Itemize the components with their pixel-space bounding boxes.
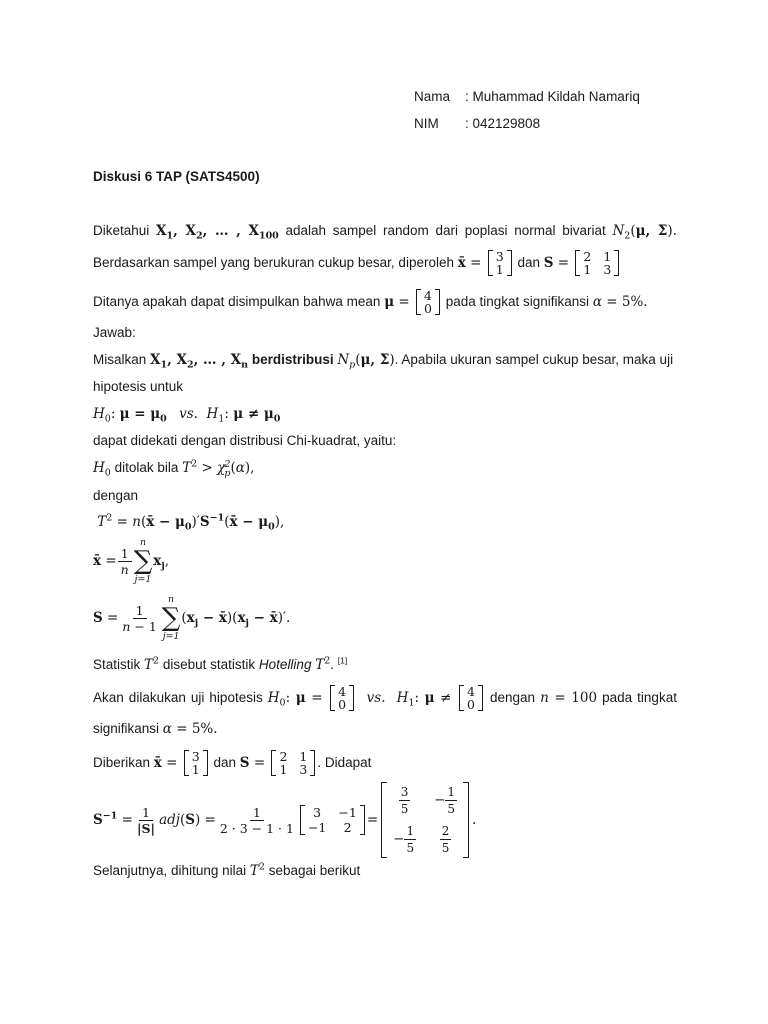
- text-didapat: . Didapat: [317, 755, 372, 770]
- text-ditolak-bila: ditolak bila: [114, 460, 179, 475]
- text-chi-square: dapat didekati dengan distribusi Chi-kuadrat, yaitu:: [93, 433, 397, 448]
- alpha-value-2: 5%: [191, 721, 214, 737]
- paragraph-given-values: Diberikan x̄ = 3 1 dan S = 2 1 1 3 . Didapat: [93, 749, 372, 778]
- text-pada-tingkat: pada tingkat: [602, 690, 677, 705]
- text-diberikan: Diberikan: [93, 755, 151, 770]
- math-sample-list: $X_1$, $X_2$, … , $X_{100}$: [156, 223, 279, 242]
- math-inverse: $S^{-1}$ = $\frac{1}{|S|}$ adj(S) = $\frac{1}{2 \cdot 3 - 1 \cdot 1}$ 3 −1 −1 2 = 3 5 − $\frac{1}{5}$ − $\frac{1}{5}$ 2 5 .: [93, 782, 476, 858]
- paragraph-given: [93, 222, 677, 240]
- math-s-formula: S = $\frac{1}{n - 1}$ n ∑ j=1 ($x_j$ − $x̄)(x_j$ − x̄)′.: [93, 594, 291, 642]
- math-reject-rule: $H_0$ ditolak bila $T^2 > \chi^2_p(\alpha)$,: [93, 458, 255, 479]
- answer-label: Jawab:: [93, 325, 136, 340]
- matrix-mu0: 4 0: [416, 289, 440, 315]
- text-hipotesis-untuk: hipotesis untuk: [93, 379, 184, 394]
- nim-label: NIM: [414, 116, 439, 131]
- text-selanjutnya: Selanjutnya, dihitung nilai: [93, 863, 247, 878]
- math-t2-formula: $T^2$ = n(x̄ − $\mu_0)'S^{-1}(x̄ - \mu_0)$,: [93, 512, 285, 533]
- paragraph-alpha: signifikansi α = 5%.: [93, 721, 218, 737]
- matrix-adj: 3 −1 −1 2: [300, 805, 365, 835]
- text-signifikansi: pada tingkat signifikansi: [445, 294, 590, 309]
- text-dengan-n: dengan: [490, 690, 536, 705]
- text-berdistribusi: berdistribusi: [251, 352, 334, 367]
- text-apabila: . Apabila ukuran sampel cukup besar, maka uji: [394, 352, 674, 367]
- name-label: Nama: [414, 89, 451, 104]
- text-sebagai-berikut: sebagai berikut: [268, 863, 361, 878]
- text-hotelling: Hotelling: [258, 657, 312, 672]
- text-berdasarkan: Berdasarkan sampel yang berukuran cukup besar, diperoleh: [93, 255, 454, 270]
- text-dengan: dengan: [93, 488, 139, 503]
- paragraph-hotelling: Statistik $T^2$ disebut statistik Hotelling $T^2$. [1]: [93, 655, 348, 673]
- name-value: : Muhammad Kildah Namariq: [465, 89, 640, 104]
- doc-title: Diskusi 6 TAP (SATS4500): [93, 169, 260, 184]
- alpha-value: 5%: [621, 294, 644, 310]
- matrix-s: 2 1 1 3: [575, 250, 619, 276]
- text-diketahui: Diketahui: [93, 223, 150, 238]
- det-expression: 2 · 3 − 1 · 1: [219, 820, 294, 836]
- text-misalkan: Misalkan: [93, 352, 147, 367]
- paragraph-test: Akan dilakukan uji hipotesis $H_0$: μ = 4 0 vs. $H_1$: μ ≠ 4 0 dengan n = 100 pada tingkat: [93, 684, 677, 713]
- math-normal-dist: $N_2(\mu$, Σ).: [612, 223, 677, 242]
- sample-size: 100: [571, 690, 598, 706]
- text-statistik: Statistik: [93, 657, 141, 672]
- text-signifikansi2: signifikansi: [93, 721, 160, 736]
- math-xbar-formula: x̄ = $\frac{1}{n}$ n ∑ j=1 $x_j$,: [93, 537, 170, 585]
- paragraph-sample: Berdasarkan sampel yang berukuran cukup besar, diperoleh x̄ = 3 1 dan S = 2 1 1 3: [93, 248, 621, 278]
- reference-marker: [1]: [337, 655, 348, 666]
- paragraph-suppose: Misalkan $X_1$, $X_2$, … , $X_n$ berdistribusi $N_p(\mu$, Σ). Apabila ukuran sampel cukup besar, maka uji: [93, 352, 674, 371]
- paragraph-next: Selanjutnya, dihitung nilai $T^2$ sebagai berikut: [93, 861, 361, 879]
- text-adalah: adalah sampel random dari poplasi normal bivariat: [285, 223, 606, 238]
- paragraph-question: Ditanya apakah dapat disimpulkan bahwa mean μ = 4 0 pada tingkat signifikansi α = 5%.: [93, 288, 648, 317]
- text-dan2: dan: [213, 755, 237, 770]
- math-xbar: x̄: [457, 255, 466, 271]
- document-page: [93, 0, 677, 1024]
- matrix-inverse: 3 5 − $\frac{1}{5}$ − $\frac{1}{5}$ 2 5: [381, 782, 469, 858]
- text-ditanya: Ditanya apakah dapat disimpulkan bahwa mean: [93, 294, 381, 309]
- matrix-xbar: 3 1: [488, 250, 512, 276]
- text-dan: dan: [517, 255, 540, 270]
- math-hypotheses: $H_0$: $\mu = \mu_0$ vs. $H_1$: $\mu \ne \mu_0$: [93, 406, 281, 425]
- nim-value: : 042129808: [465, 116, 541, 131]
- text-disebut: disebut statistik: [162, 657, 256, 672]
- text-akan-dilakukan: Akan dilakukan uji hipotesis: [93, 690, 263, 705]
